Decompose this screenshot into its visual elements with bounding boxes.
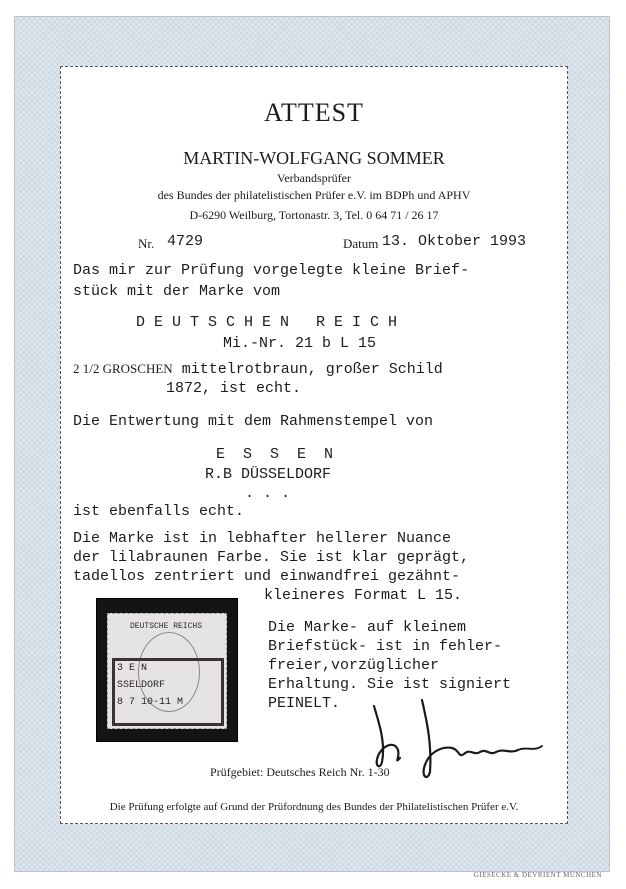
condition-line-3: freier,vorzüglicher [268,657,440,674]
year-line: 1872, ist echt. [166,380,302,397]
cancellation-line: Die Entwertung mit dem Rahmenstempel von [73,413,434,430]
cancel-text-1: 3 E N [117,663,148,674]
cancel-region: R.B DÜSSELDORF [205,466,332,483]
description-line-2: der lilabraunen Farbe. Sie ist klar geprägt, [73,549,470,566]
exam-scope: Prüfgebiet: Deutsches Reich Nr. 1-30 [210,765,390,779]
association-line: des Bundes der philatelistischen Prüfer e.V. im BDPh und APHV [157,188,471,202]
cancel-text-2: SSELDORF [117,680,166,691]
dots: . . . [245,485,291,502]
condition-line-1: Die Marke- auf kleinem [268,619,467,636]
denomination: 2 1/2 GROSCHEN [73,361,173,376]
footnote: Die Prüfung erfolgte auf Grund der Prüfordnung des Bundes der Philatelistischen Prüfer e.V. [109,801,519,813]
condition-line-5: PEINELT. [268,695,341,712]
body-line-1: Das mir zur Prüfung vorgelegte kleine Brief- [73,262,470,279]
catalogue-number: Mi.-Nr. 21 b L 15 [223,335,377,352]
condition-line-4: Erhaltung. Sie ist signiert [268,676,512,693]
certificate-title: ATTEST [264,98,364,127]
certificate-date: 13. Oktober 1993 [382,233,527,250]
country-line: D E U T S C H E N R E I C H [136,314,398,331]
description-line-4: kleineres Format L 15. [264,587,463,604]
also-genuine: ist ebenfalls echt. [73,503,245,520]
stamp-top-text: DEUTSCHE REICHS [130,622,203,631]
address-line: D-6290 Weilburg, Tortonastr. 3, Tel. 0 64 71 / 26 17 [189,208,439,222]
certificate-number: 4729 [167,233,204,250]
color-description: mittelrotbraun, großer Schild [172,361,443,378]
description-line-1: Die Marke ist in lebhafter hellerer Nuance [73,530,452,547]
examiner-name: MARTIN-WOLFGANG SOMMER [183,148,445,168]
frame-cancel [112,658,224,726]
condition-line-2: Briefstück- ist in fehler- [268,638,503,655]
date-label: Datum [343,236,379,251]
printer-imprint: GIESECKE & DEVRIENT MÜNCHEN [473,871,602,879]
stamp-image [107,613,227,729]
cancel-city: E S S E N [216,446,334,463]
body-line-2: stück mit der Marke vom [73,283,281,300]
stamp-photo [96,598,238,742]
cancel-text-3: 8 7 10-11 M [117,697,184,708]
value-line [73,360,443,378]
description-line-3: tadellos zentriert und einwandfrei gezähnt- [73,568,461,585]
nr-label: Nr. [138,236,155,251]
examiner-role: Verbandsprüfer [277,171,351,185]
